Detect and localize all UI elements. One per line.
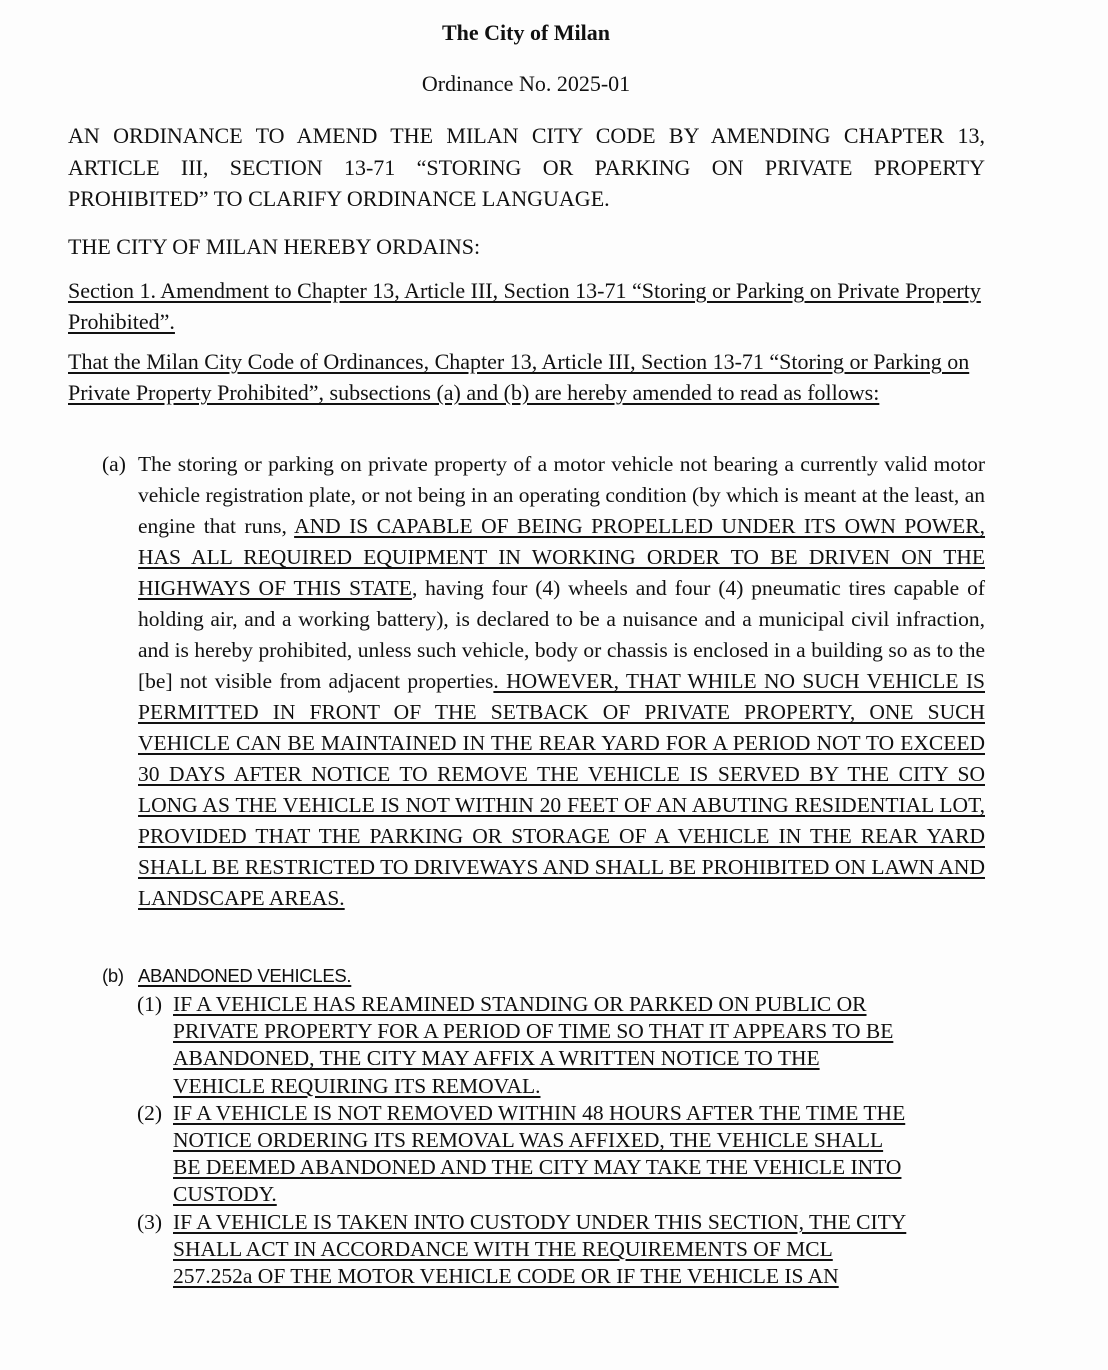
item-line: IF A VEHICLE HAS REAMINED STANDING OR PARKED ON PUBLIC OR (173, 992, 867, 1016)
subsection-a-text-1: The storing or parking on private property of a motor vehicle not bearing a currently valid motor vehicle registration plate, or not being in an operating condition (by which is meant at the least, an engine that runs, (138, 452, 985, 538)
subsection-b-label: (b) (102, 965, 124, 986)
item-line: ABANDONED, THE CITY MAY AFFIX A WRITTEN NOTICE TO THE (173, 1046, 820, 1071)
subsection-b-items (137, 991, 987, 1290)
item-number: (2) (137, 1100, 163, 1125)
subsection-a-amended-1: AND IS CAPABLE OF BEING PROPELLED UNDER ITS OWN POWER, HAS ALL REQUIRED EQUIPMENT IN WORKING ORDER TO BE DRIVEN ON THE HIGHWAYS OF THIS STATE (138, 514, 986, 600)
ordains-statement: THE CITY OF MILAN HEREBY ORDAINS: (68, 234, 481, 259)
item-number: (3) (137, 1209, 163, 1234)
document-title: The City of Milan (441, 20, 611, 45)
item-line: VEHICLE REQUIRING ITS REMOVAL. (173, 1073, 541, 1098)
subsection-a (102, 449, 985, 914)
item-line: PRIVATE PROPERTY FOR A PERIOD OF TIME SO THAT IT APPEARS TO BE (173, 1019, 894, 1044)
subsection-b-heading: ABANDONED VEHICLES. (138, 965, 352, 986)
section-1-heading-text: Section 1. Amendment to Chapter 13, Article III, Section 13-71 “Storing or Parking on Private Property Prohibited”. (68, 278, 981, 334)
subsection-a-amended-2: . HOWEVER, THAT WHILE NO SUCH VEHICLE IS PERMITTED IN FRONT OF THE SETBACK OF PRIVATE PROPERTY, ONE SUCH VEHICLE CAN BE MAINTAINED IN THE REAR YARD FOR A PERIOD NOT TO EXCEED 30 DAYS AFTER NOTICE TO REMOVE THE VEHICLE IS SERVED BY THE CITY SO LONG AS THE VEHICLE IS NOT WITHIN 20 FEET OF AN ABUTING RESIDENTIAL LOT, PROVIDED THAT THE PARKING OR STORAGE OF A VEHICLE IN THE REAR YARD SHALL BE RESTRICTED TO DRIVEWAYS AND SHALL BE PROHIBITED ON LAWN AND LANDSCAPE AREAS. (138, 669, 985, 910)
list-item (137, 1209, 987, 1291)
subsection-a-label: (a) (102, 452, 126, 476)
item-line: NOTICE ORDERING ITS REMOVAL WAS AFFIXED, THE VEHICLE SHALL (173, 1128, 884, 1153)
amendment-intro-text: That the Milan City Code of Ordinances, Chapter 13, Article III, Section 13-71 “Storing or Parking on Private Property Prohibited”, subsections (a) and (b) are hereby amended to read as follows: (68, 349, 970, 405)
list-item (137, 991, 987, 1100)
subsection-a-text-2: , having four (4) wheels and four (4) pneumatic tires capable of holding air, and a working battery), is declared to be a nuisance and a municipal civil infraction, and is hereby prohibited, unless such vehicle, body or chassis is enclosed in a building so as to the [be] not visible from adjacent properties (138, 576, 985, 693)
ordinance-caption: AN ORDINANCE TO AMEND THE MILAN CITY CODE BY AMENDING CHAPTER 13, ARTICLE III, SECTION 13-71 “STORING OR PARKING ON PRIVATE PROPERTY PROHIBITED” TO CLARIFY ORDINANCE LANGUAGE. (68, 123, 985, 211)
item-number: (1) (137, 992, 163, 1016)
item-line: IF A VEHICLE IS NOT REMOVED WITHIN 48 HOURS AFTER THE TIME THE (173, 1100, 906, 1125)
ordinance-number: Ordinance No. 2025-01 (421, 71, 631, 96)
list-item (137, 1100, 987, 1209)
item-line: IF A VEHICLE IS TAKEN INTO CUSTODY UNDER THIS SECTION, THE CITY (173, 1209, 907, 1234)
item-line: SHALL ACT IN ACCORDANCE WITH THE REQUIREMENTS OF MCL (173, 1236, 833, 1261)
amendment-intro (68, 346, 985, 408)
subsection-a-body (138, 449, 985, 914)
item-line: BE DEEMED ABANDONED AND THE CITY MAY TAKE THE VEHICLE INTO (173, 1155, 902, 1180)
item-line: 257.252a OF THE MOTOR VEHICLE CODE OR IF THE VEHICLE IS AN (173, 1264, 839, 1289)
subsection-b (102, 963, 985, 989)
item-line: CUSTODY. (173, 1182, 277, 1207)
section-1-heading (68, 275, 985, 337)
